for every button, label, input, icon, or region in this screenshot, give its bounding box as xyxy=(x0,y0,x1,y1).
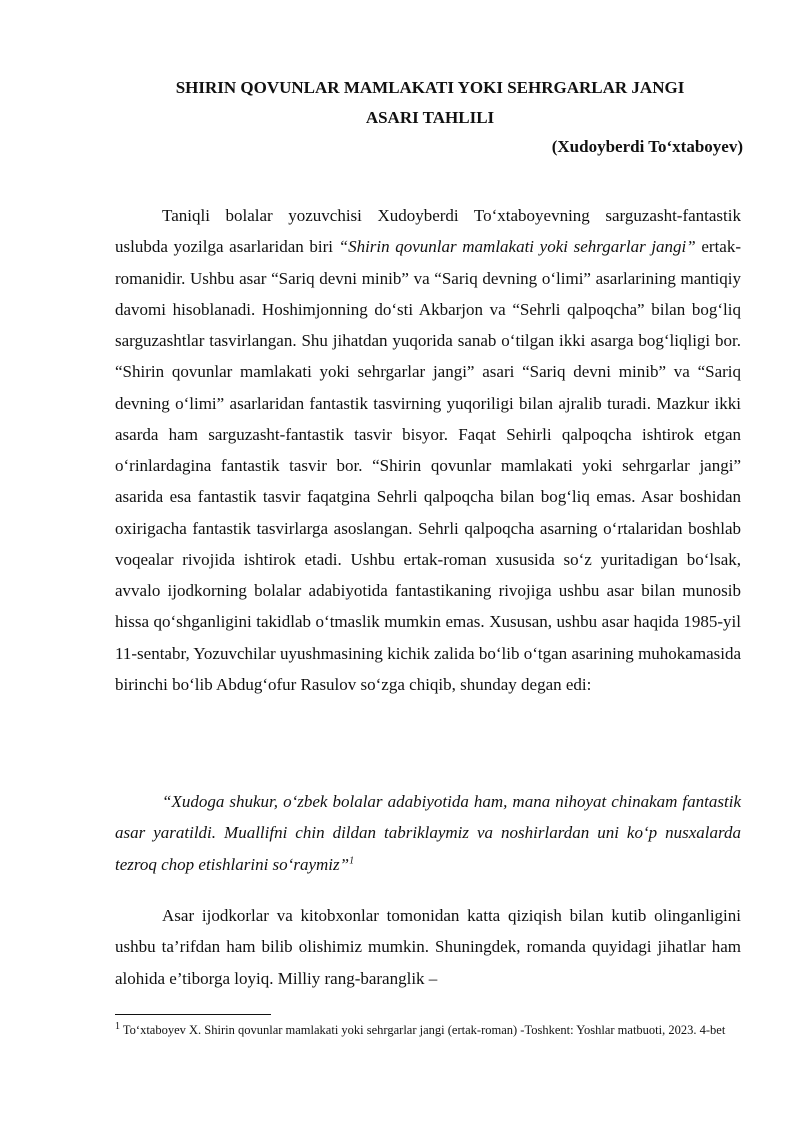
paragraph-intro-title-quote: “Shirin qovunlar mamlakati yoki sehrgarlar jangi” xyxy=(338,237,696,257)
quote-paragraph xyxy=(115,786,741,880)
footnote-marker: 1 xyxy=(115,1020,120,1032)
title-line-2: ASARI TAHLILI xyxy=(365,108,495,127)
paragraph-intro-text-1: Taniqli bolalar yozuvchisi Xudoyberdi To‘xtaboyevning sarguzasht-fantastik uslubda yozilga asarlaridan biri xyxy=(115,206,741,257)
paragraph-intro xyxy=(115,200,741,700)
paragraph-reception xyxy=(115,900,741,994)
author-name: (Xudoyberdi To‘xtaboyev) xyxy=(551,137,743,156)
footnote-reference[interactable]: 1 xyxy=(349,854,355,866)
paragraph-reception-text: Asar ijodkorlar va kitobxonlar tomonidan katta qiziqish bilan kutib olinganligini ushbu ta’rifdan ham bilib olishimiz mumkin. Shuningdek, romanda quyidagi jihatlar ham alohida e’tiborga loyiq. Milliy rang-baranglik – xyxy=(115,906,741,988)
title-line-1: SHIRIN QOVUNLAR MAMLAKATI YOKI SEHRGARLAR JANGI xyxy=(175,78,685,97)
paragraph-intro-text-2: ertak-romanidir. Ushbu asar “Sariq devni minib” va “Sariq devning o‘limi” asarlarining mantiqiy davomi hisoblanadi. Hoshimjonning do‘sti Akbarjon va “Sehrli qalpoqcha” bilan bog‘liq sarguzashtlar tasvirlangan. Shu jihatdan yuqorida sanab o‘tilgan ikki asarga bog‘liqligi bor. “Shirin qovunlar mamlakati yoki sehrgarlar jangi” asari “Sariq devni minib” va “Sariq devning o‘limi” asarlaridan fantastik tasvirning yuqoriligi bilan ajralib turadi. Mazkur ikki asarda ham sarguzasht-fantastik tasvir bisyor. Faqat Sehirli qalpoqcha ishtirok etgan o‘rinlardagina fantastik tasvir bor. “Shirin qovunlar mamlakati yoki sehrgarlar jangi” asarida esa fantastik tasvir faqatgina Sehrli qalpoqcha bilan bog‘liq emas. Asar boshidan oxirigacha fantastik tasvirlarga asoslangan. Sehrli qalpoqcha asarning o‘rtalaridan boshlab voqealar rivojida ishtirok etadi. Ushbu ertak-roman xususida so‘z yuritadigan bo‘lsak, avvalo ijodkorning bolalar adabiyotida fantastikaning rivojiga ushbu asar bilan munosib hissa qo‘shganligini takidlab o‘tmaslik mumkin emas. Xususan, ushbu asar haqida 1985-yil 11-sentabr, Yozuvchilar uyushmasining kichik zalida bo‘lib o‘tgan asarining muhokamasida birinchi bo‘lib Abdug‘ofur Rasulov so‘zga chiqib, shunday degan edi: xyxy=(115,237,741,694)
footnote xyxy=(115,1022,745,1038)
quote-text: “Xudoga shukur, o‘zbek bolalar adabiyotida ham, mana nihoyat chinakam fantastik asar yaratildi. Muallifni chin dildan tabriklaymiz va noshirlardan uni ko‘p nusxalarda tezroq chop etishlarini so‘raymiz” xyxy=(115,792,741,874)
footnote-text: To‘xtaboyev X. Shirin qovunlar mamlakati yoki sehrgarlar jangi (ertak-roman) -Toshkent: Yoshlar matbuoti, 2023. 4-bet xyxy=(120,1023,726,1037)
footnote-separator xyxy=(115,1014,271,1015)
